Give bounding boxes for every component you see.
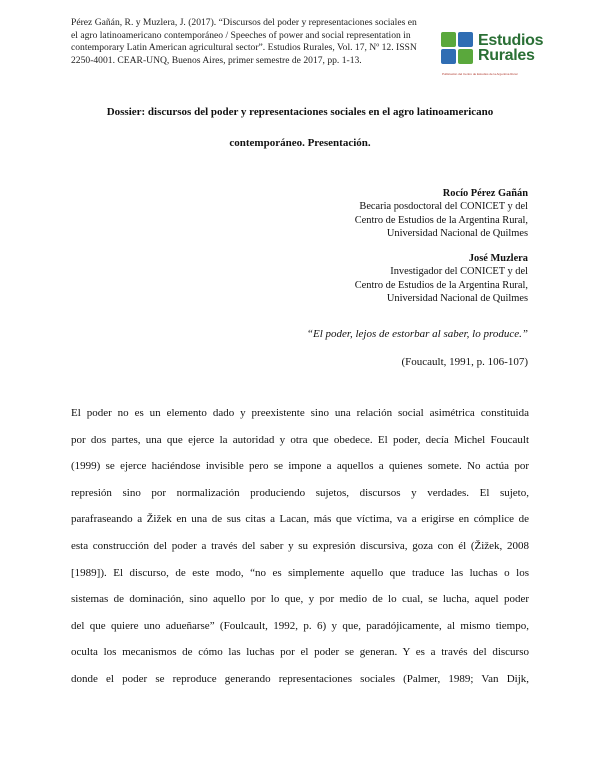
epigraph-quote: “El poder, lejos de estorbar al saber, lo produce.” — [306, 328, 528, 340]
body-line: donde el poder se reproduce generando representaciones sociales (Palmer, 1989; Van Dijk, — [71, 672, 529, 685]
body-line: represión sino por normalización produciendo sujetos, discursos y verdades. El sujeto, — [71, 486, 529, 499]
article-title-line-2: contemporáneo. Presentación. — [229, 137, 371, 149]
citation-header — [71, 17, 446, 67]
logo-tagline: Publicación del Centro de Estudios de la Argentina Rural — [442, 72, 518, 76]
logo-word-2: Rurales — [478, 47, 535, 64]
author-block — [355, 187, 528, 241]
citation-line: contemporary Latin American agricultural sector”. Estudios Rurales, Vol. 17, Nº 12. ISSN — [71, 42, 417, 54]
author-affiliation-line: Universidad Nacional de Quilmes — [386, 228, 528, 240]
author-name: Rocío Pérez Gañán — [442, 188, 528, 199]
logo-word-1: Estudios — [478, 32, 544, 49]
author-affiliation-line: Centro de Estudios de la Argentina Rural, — [354, 279, 528, 291]
citation-line: 2250-4001. CEAR-UNQ, Buenos Aires, primer semestre de 2017, pp. 1-13. — [71, 54, 362, 66]
epigraph-source: (Foucault, 1991, p. 106-107) — [401, 356, 528, 368]
body-line: (1999) se ejerce haciéndose invisible pero se impone a aquellos a quienes somete. No actúa por — [71, 460, 529, 473]
journal-logo — [441, 30, 544, 80]
body-line: oculta los mecanismos de cómo las luchas por el poder se generan. Y es a través del discurso — [71, 646, 529, 659]
body-line: sistemas de dominación, sino aquello por lo que, y por medio de lo cual, se lucha, aquel poder — [71, 593, 529, 606]
author-name: José Muzlera — [468, 253, 528, 264]
body-line: esta construcción del poder a través del saber y su expresión discursiva, goza con él (Žižek, 2008 — [71, 539, 529, 552]
body-line: parafraseando a Žižek en una de sus citas a Lacan, más que víctima, va a erigirse en cómplice de — [71, 513, 529, 526]
logo-square-blue — [441, 49, 456, 64]
logo-square-blue — [458, 32, 473, 47]
logo-square-green — [458, 49, 473, 64]
body-line: del que quiere uno adueñarse” (Foulcault, 1992, p. 6) y que, paradójicamente, al mismo tiempo, — [71, 619, 529, 632]
body-paragraph — [71, 407, 529, 700]
author-affiliation-line: Becaria posdoctoral del CONICET y del — [359, 201, 528, 213]
article-title-line-1: Dossier: discursos del poder y representaciones sociales en el agro latinoamericano — [106, 106, 494, 118]
logo-square-green — [441, 32, 456, 47]
logo-wordmark — [478, 33, 543, 63]
body-line: por dos partes, una que ejerce la autoridad y otra que obedece. El poder, decía Michel Foucault — [71, 433, 529, 446]
logo-squares-icon — [441, 32, 475, 66]
author-affiliation-line: Centro de Estudios de la Argentina Rural, — [354, 214, 528, 226]
author-affiliation-line: Universidad Nacional de Quilmes — [386, 293, 528, 305]
body-line: El poder no es un elemento dado y preexistente sino una relación social asimétrica constituida — [71, 407, 529, 419]
author-block — [355, 252, 528, 306]
body-line: [1989]). El discurso, de este modo, “no es simplemente aquello que traduce las luchas o los — [71, 566, 529, 579]
author-affiliation-line: Investigador del CONICET y del — [390, 266, 528, 278]
citation-line: Pérez Gañán, R. y Muzlera, J. (2017). “Discursos del poder y representaciones sociales en — [71, 17, 417, 28]
citation-line: el agro latinoamericano contemporáneo / Speeches of power and social representation in — [71, 29, 411, 41]
